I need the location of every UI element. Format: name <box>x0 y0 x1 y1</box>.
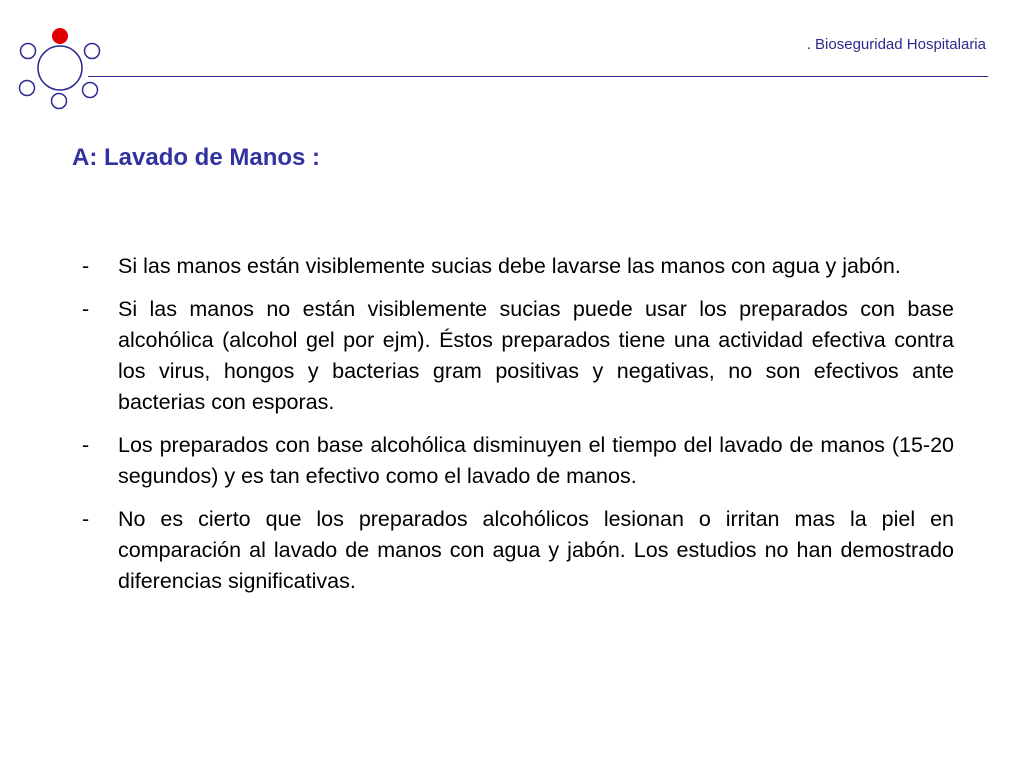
bullet-marker: - <box>82 433 90 457</box>
header-title: . Bioseguridad Hospitalaria <box>806 36 986 53</box>
bullet-marker: - <box>82 297 90 321</box>
logo-upper-left-circle <box>21 44 36 59</box>
bullet-item <box>82 251 954 282</box>
header-divider <box>88 76 988 77</box>
bullet-text: No es cierto que los preparados alcohólicos lesionan o irritan mas la piel en comparación al lavado de manos con agua y jabón. Los estudios no han demostrado diferencias significativas. <box>118 507 954 593</box>
slide-title: A: Lavado de Manos : <box>72 144 321 171</box>
bullet-item <box>82 294 954 418</box>
logo-upper-right-circle <box>85 44 100 59</box>
logo-lower-left-circle <box>20 81 35 96</box>
bullet-item <box>82 430 954 492</box>
bullet-list <box>82 251 954 609</box>
logo-bottom-circle <box>52 94 67 109</box>
bullet-marker: - <box>82 254 90 278</box>
bullet-item <box>82 504 954 597</box>
bullet-text: Los preparados con base alcohólica disminuyen el tiempo del lavado de manos (15-20 segundos) y es tan efectivo como el lavado de manos. <box>118 433 954 488</box>
bullet-marker: - <box>82 507 90 531</box>
bullet-text: Si las manos están visiblemente sucias debe lavarse las manos con agua y jabón. <box>118 254 901 278</box>
logo-top-red-dot <box>53 29 68 44</box>
logo-center-circle <box>38 46 82 90</box>
circles-logo-icon <box>14 26 106 112</box>
logo-lower-right-circle <box>83 83 98 98</box>
bullet-text: Si las manos no están visiblemente sucias puede usar los preparados con base alcohólica (alcohol gel por ejm). Éstos preparados tiene una actividad efectiva contra los virus, hongos y bacterias gram positivas y negativas, no son efectivos ante bacterias con esporas. <box>118 297 954 414</box>
